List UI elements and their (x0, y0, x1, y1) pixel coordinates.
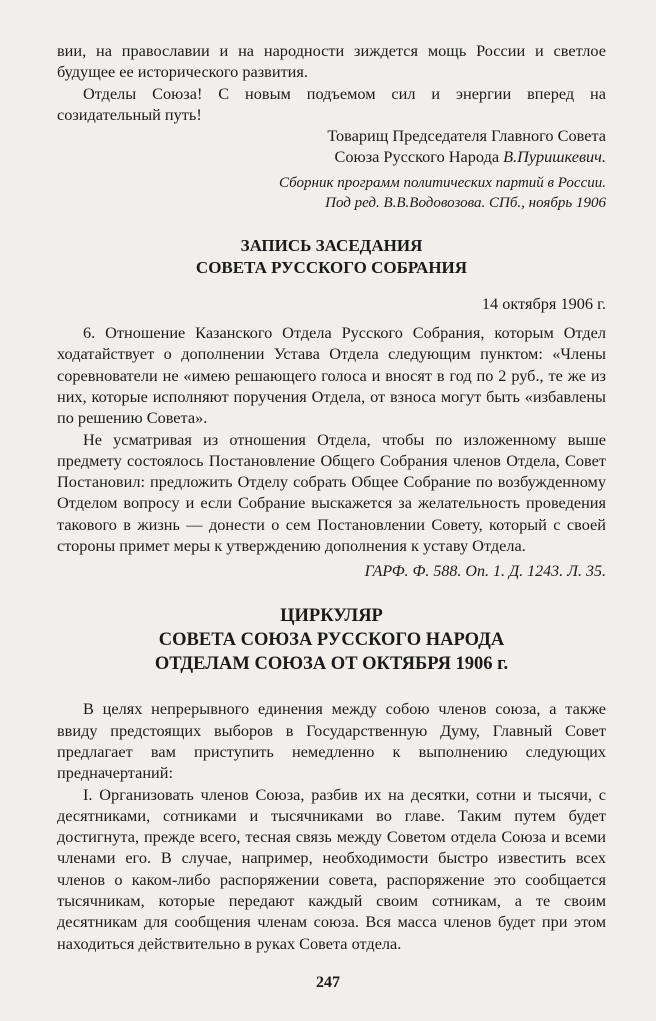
paragraph: Отделы Союза! С новым подъемом сил и энергии вперед на созидательный путь! (57, 83, 606, 124)
paragraph: Не усматривая из отношения Отдела, чтобы по изложенному выше предмету состоялось Постановление Общего Собрания членов Отдела, Совет Постановил: предложить Отделу собрать Общее Собрание по возбужденному Отделом вопросу и если Собрание выскажется за желательность проведения такового в жизнь — донести о сем Постановлении Совету, который с своей стороны примет меры к утверждению дополнения к уставу Отдела. (57, 429, 606, 556)
section-title: ОТДЕЛАМ СОЮЗА ОТ ОКТЯБРЯ 1906 г. (154, 654, 509, 675)
document-date: 14 октября 1906 г. (481, 293, 606, 313)
signature-line (57, 146, 606, 167)
signature-prefix: Союза Русского Народа (334, 147, 504, 167)
source-citation: Под ред. В.В.Водовозова. СПб., ноябрь 1906 (325, 194, 606, 211)
page-number: 247 (316, 974, 340, 991)
paragraph: 6. Отношение Казанского Отдела Русского Собрания, которым Отдел ходатайствует о дополнении Устава Отдела следующим пунктом: «Члены соревнователи не «имею решающего голоса и вносят в год по 2 руб., те же из них, которые исполняют поручения Отдела, от взноса могут быть «избавлены по решению Совета». (57, 323, 606, 428)
paragraph: I. Организовать членов Союза, разбив их на десятки, сотни и тысячи, с десятниками, сотниками и тысячниками во главе. Таким путем будет достигнута, прежде всего, тесная связь между Советом отдела Союза и всеми членами его. В случае, например, необходимости быстро известить всех членов о каком-либо распоряжении совета, распоряжение это сообщается тысячникам, которые передают каждый своим сотникам, а те своим десятникам для сообщения членам союза. Вся масса членов будет при этом находиться действительно в руках Совета отдела. (57, 784, 606, 953)
paragraph: вии, на православии и на народности зиждется мощь России и светлое будущее ее исторического развития. (57, 41, 606, 82)
archive-citation: ГАРФ. Ф. 588. Оп. 1. Д. 1243. Л. 35. (364, 563, 606, 581)
section-title: ЦИРКУЛЯР (280, 606, 383, 627)
source-citation: Сборник программ политических партий в России. (279, 174, 606, 191)
section-title: СОВЕТА РУССКОГО СОБРАНИЯ (195, 257, 468, 277)
paragraph: В целях непрерывного единения между собою членов союза, а также ввиду предстоящих выборов в Государственную Думу, Главный Совет предлагает вам приступить немедленно к выполнению следующих предначертаний: (57, 699, 606, 783)
section-title: СОВЕТА СОЮЗА РУССКОГО НАРОДА (158, 630, 505, 651)
signature-name: В.Пуришкевич. (503, 147, 606, 167)
section-title: ЗАПИСЬ ЗАСЕДАНИЯ (240, 235, 423, 255)
signature-line: Товарищ Председателя Главного Совета (327, 126, 606, 146)
